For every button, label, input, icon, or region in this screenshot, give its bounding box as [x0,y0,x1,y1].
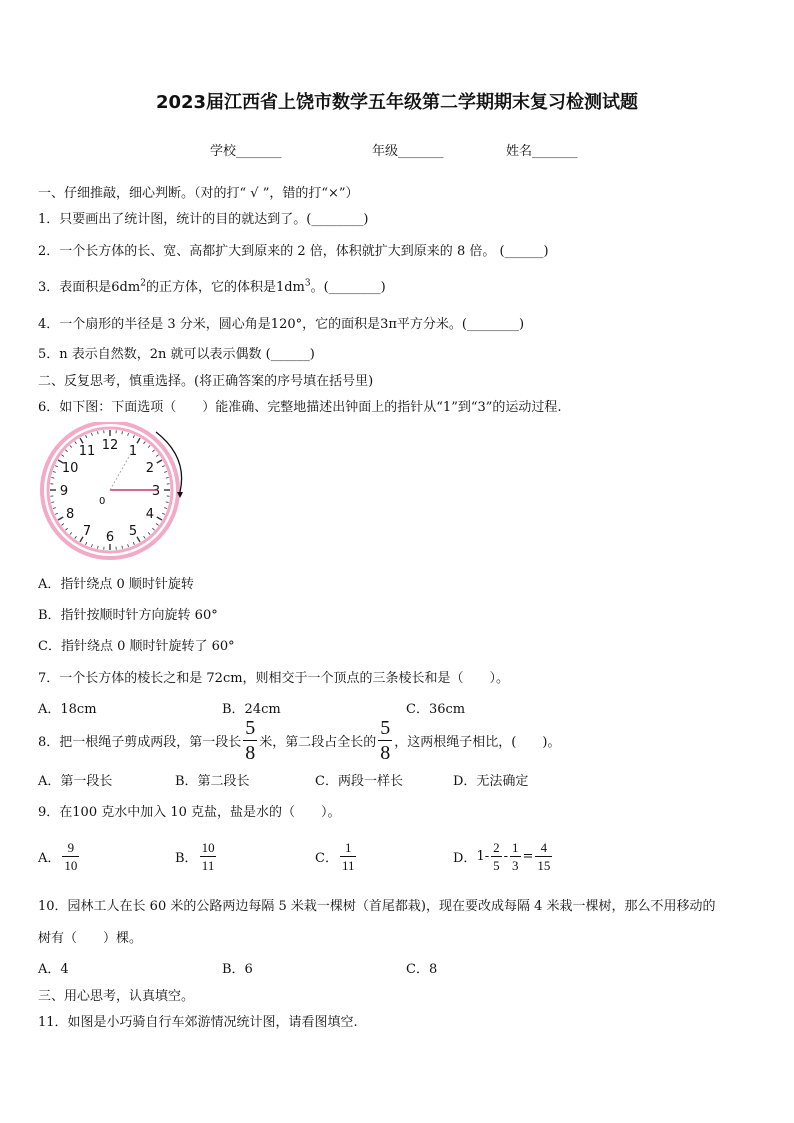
q3-volume-value: 1dm [275,280,305,295]
clock-number: 7 [82,523,92,539]
clock-tick [55,513,58,514]
q9-a-den: 10 [64,857,78,873]
q8-option-a: A．第一段长 [38,774,113,789]
grade-field: 年级_______ [372,144,444,159]
clock-figure [38,422,188,562]
q3-suffix: 。(________) [310,280,386,295]
q6-option-a: A．指针绕点 0 顺时针旋转 [38,577,194,592]
q9-c-num: 1 [344,839,352,855]
q9-option-d-label: D． [453,850,477,866]
clock-tick [157,460,162,463]
clock-tick [91,433,92,436]
q9-d-fraction-1 [491,841,502,872]
q9-d-f2-num: 1 [512,839,519,855]
q9-d-f2-den: 3 [512,857,519,873]
clock-tick [152,450,154,452]
q3-area-value: 6dm [111,280,141,295]
clock-tick [164,471,167,472]
name-field: 姓名_______ [506,144,578,159]
q8-fraction-2-num: 5 [380,716,391,739]
clock-tick [51,502,54,503]
q9-d-f1-den: 5 [493,857,500,873]
q9-d-f3-num: 4 [540,839,548,855]
clock-tick [70,532,72,534]
q3-middle: 的正方体，它的体积是 [145,280,276,295]
q3-volume-exponent: 3 [304,278,311,289]
q8-fraction-1 [243,718,257,763]
clock-tick [86,435,87,438]
clock-tick [70,445,72,447]
clock-tick [128,544,129,547]
clock-tick [80,438,83,443]
question-4: 4．一个扇形的半径是 3 分米，圆心角是120°，它的面积是3π平方分米。(________) [38,317,525,332]
q9-d-equals: = [522,848,534,864]
q6-option-b: B．指针按顺时针方向旋转 60° [38,608,218,623]
clock-tick [133,542,134,545]
clock-number: 10 [61,461,79,476]
clock-number: 11 [78,444,96,460]
q9-option-c [315,836,358,876]
clock-tick [164,508,167,509]
q8-text-b: 米，第二段占全长的 [259,734,377,750]
clock-tick [98,546,99,549]
clock-tick [122,431,123,434]
question-1: 1．只要画出了统计图，统计的目的就达到了。(________) [38,212,369,227]
question-10-line-2: 树有（ ）棵。 [38,931,143,946]
q8-option-b: B．第二段长 [175,774,250,789]
clock-tick [53,471,56,472]
clock-tick [133,435,134,438]
clock-tick [144,441,146,443]
clock-tick [86,542,87,545]
clock-start-position-line [110,448,134,490]
clock-tick [166,502,169,503]
clock-number: 1 [128,444,138,460]
clock-tick [65,528,67,530]
q9-option-c-label: C． [315,850,338,866]
q7-option-b: B．24cm [222,702,281,717]
q8-fraction-1-num: 5 [245,716,256,739]
clock-tick [162,513,165,514]
clock-tick [61,455,63,457]
clock-number: 6 [105,530,115,545]
clock-tick [166,478,169,479]
clock-tick [137,438,140,443]
clock-tick [128,433,129,436]
q8-fraction-1-den: 8 [245,741,256,764]
clock-tick [137,537,140,542]
q9-d-f1-num: 2 [493,839,500,855]
question-10-line-1: 10．园林工人在长 60 米的公路两边每隔 5 米栽一棵树（首尾都栽)，现在要改成每隔 4 米栽一棵树，那么不用移动的 [38,899,716,914]
clock-tick [157,517,162,520]
school-field: 学校_______ [210,144,282,159]
section3-heading: 三、用心思考，认真填空。 [38,989,195,1004]
q8-option-c: C．两段一样长 [315,774,403,789]
q9-d-minus: - [503,848,509,864]
q8-fraction-2 [378,718,392,763]
q9-option-d [453,836,554,876]
question-9: 9．在100 克水中加入 10 克盐，盐是水的（ ）。 [38,805,341,820]
clock-number: 9 [59,484,69,499]
q9-c-den: 11 [341,857,355,873]
q10-option-b: B．6 [222,962,253,977]
q8-text-c: ，这两根绳子相比，( )。 [394,734,561,750]
q9-b-num: 10 [201,839,215,855]
q9-d-prefix: 1- [476,848,490,864]
question-7: 7．一个长方体的棱长之和是 72cm，则相交于一个顶点的三条棱长和是（ ）。 [38,671,510,686]
clock-numbers [60,438,160,545]
clock-tick [156,524,158,526]
clock-tick [53,508,56,509]
clock-tick [91,544,92,547]
clock-tick [75,536,77,538]
q9-option-b-label: B． [175,850,198,866]
clock-number: 12 [101,438,119,453]
q6-option-c: C．指针绕点 0 顺时针旋转了 60° [38,639,235,654]
clock-tick [152,528,154,530]
clock-number: 5 [128,523,138,539]
clock-tick [148,532,150,534]
clock-number: 2 [145,461,154,476]
q9-option-b [175,836,219,876]
q7-option-c: C．36cm [406,702,466,717]
q9-d-fraction-2 [510,841,521,872]
q9-a-num: 9 [67,839,75,855]
question-2: 2．一个长方体的长、宽、高都扩大到原来的 2 倍，体积就扩大到原来的 8 倍。 (______) [38,244,549,259]
q10-option-c: C．8 [406,962,438,977]
q7-option-a: A．18cm [38,702,97,717]
clock-tick [156,455,158,457]
clock-tick [58,517,63,520]
clock-tick [75,441,77,443]
question-6: 6．如下图：下面选项（ ）能准确、完整地描述出钟面上的指针从“1”到“3”的运动过程. [38,400,562,415]
page-title: 2023届江西省上饶市数学五年级第二学期期末复习检测试题 [155,92,639,113]
section2-heading: 二、反复思考，慎重选择。(将正确答案的序号填在括号里) [38,374,374,389]
q8-text-a: 8．把一根绳子剪成两段，第一段长 [38,734,242,750]
q9-option-a-fraction [62,841,79,872]
q8-option-d: D．无法确定 [453,774,529,789]
q8-fraction-2-den: 8 [380,741,391,764]
q3-area-exponent: 2 [140,278,146,289]
q10-option-a: A．4 [38,962,69,977]
section1-heading: 一、仔细推敲，细心判断。（对的打“ √ ”，错的打“×”） [38,186,359,201]
clock-tick [55,466,58,467]
question-11: 11．如图是小巧骑自行车郊游情况统计图，请看图填空. [38,1015,358,1030]
question-3 [38,276,386,295]
question-5: 5．n 表示自然数，2n 就可以表示偶数 (______) [38,347,315,362]
clock-tick [51,478,54,479]
q9-option-a [38,836,81,876]
clock-center-label: 0 [99,496,106,507]
q9-option-b-fraction [200,841,217,872]
q9-b-den: 11 [201,857,215,873]
clock-tick [65,450,67,452]
clock-tick [98,431,99,434]
q3-prefix: 3．表面积是 [38,280,112,295]
clock-number: 8 [66,507,75,522]
clock-tick [122,546,123,549]
q9-d-f3-den: 15 [537,857,551,873]
clock-tick [144,536,146,538]
q9-option-a-label: A． [38,850,61,866]
clock-tick [61,524,63,526]
question-8 [38,716,561,764]
clock-tick [162,466,165,467]
q9-d-fraction-3 [535,841,552,872]
clock-number: 3 [151,484,161,499]
clock-tick [148,445,150,447]
q9-option-c-fraction [340,841,357,872]
clock-number: 4 [145,507,154,522]
